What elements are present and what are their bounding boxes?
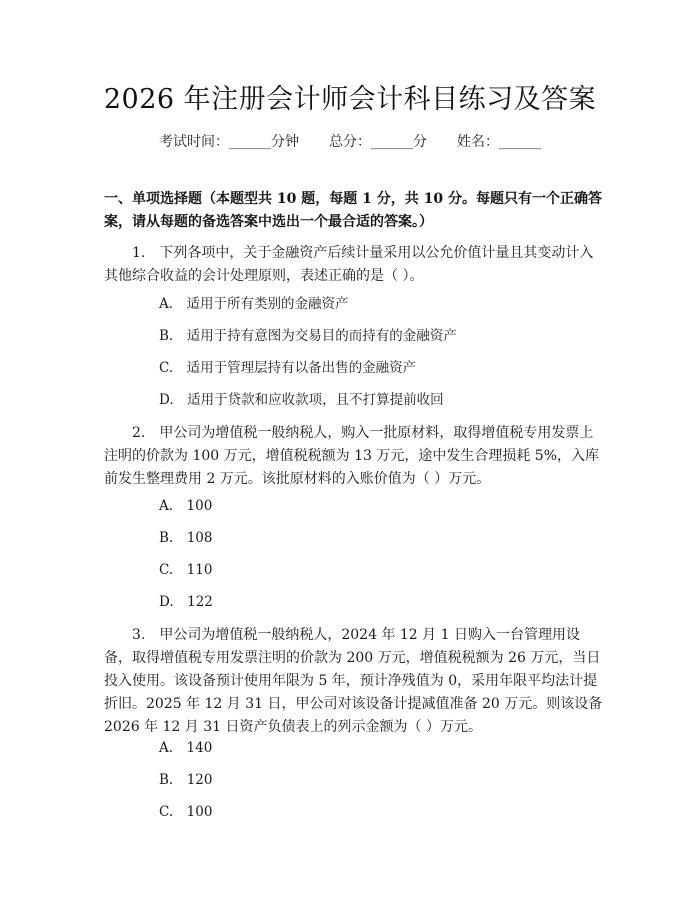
question-3-stem: 3. 甲公司为增值税一般纳税人，2024 年 12 月 1 日购入一台管理用设备，取得增值税专用发票注明的价款为 200 万元，增值税税额为 26 万元，当日投入使用。该设备预计使用年限为 5 年，预计净残值为 0，采用年限平均法计提折旧。2025 年 12 月 31 日，甲公司对该设备计提减值准备 20 万元。则该设备 2026 年 12 月 31 日资产负债表上的列示金额为（ ）万元。 [104,627,603,735]
question-3-option-a: A. 140 [159,740,213,756]
question-1-stem: 1. 下列各项中，关于金融资产后续计量采用以公允价值计量且其变动计入其他综合收益的会计处理原则，表述正确的是（ ）。 [104,245,594,284]
question-2-option-b: B. 108 [159,530,213,546]
question-3-option-c: C. 100 [159,804,213,820]
question-2-option-a: A. 100 [159,498,213,514]
document-title: 2026 年注册会计师会计科目练习及答案 [103,84,597,115]
section-heading: 一、单项选择题（本题型共 10 题，每题 1 分，共 10 分。每题只有一个正确答案，请从每题的备选答案中选出一个最合适的答案。） [104,191,602,230]
question-3-option-b: B. 120 [159,772,213,788]
question-2-option-d: D. 122 [159,594,213,610]
question-1-option-a: A. 适用于所有类别的金融资产 [159,296,349,312]
question-2-stem: 2. 甲公司为增值税一般纳税人，购入一批原材料，取得增值税专用发票上注明的价款为 100 万元，增值税税额为 13 万元，途中发生合理损耗 5%，入库前发生整理费用 2 万元。该批原材料的入账价值为（ ）万元。 [104,425,599,487]
total-score-field: 总分：______分 [329,134,427,150]
question-2-option-c: C. 110 [159,562,213,578]
exam-meta [0,132,700,152]
exam-time-field: 考试时间：______分钟 [159,134,299,150]
name-field: 姓名：______ [457,134,541,150]
question-1-option-d: D. 适用于贷款和应收款项，且不打算提前收回 [159,392,444,408]
question-1-option-c: C. 适用于管理层持有以备出售的金融资产 [159,360,417,376]
question-1-option-b: B. 适用于持有意图为交易目的而持有的金融资产 [159,328,457,344]
